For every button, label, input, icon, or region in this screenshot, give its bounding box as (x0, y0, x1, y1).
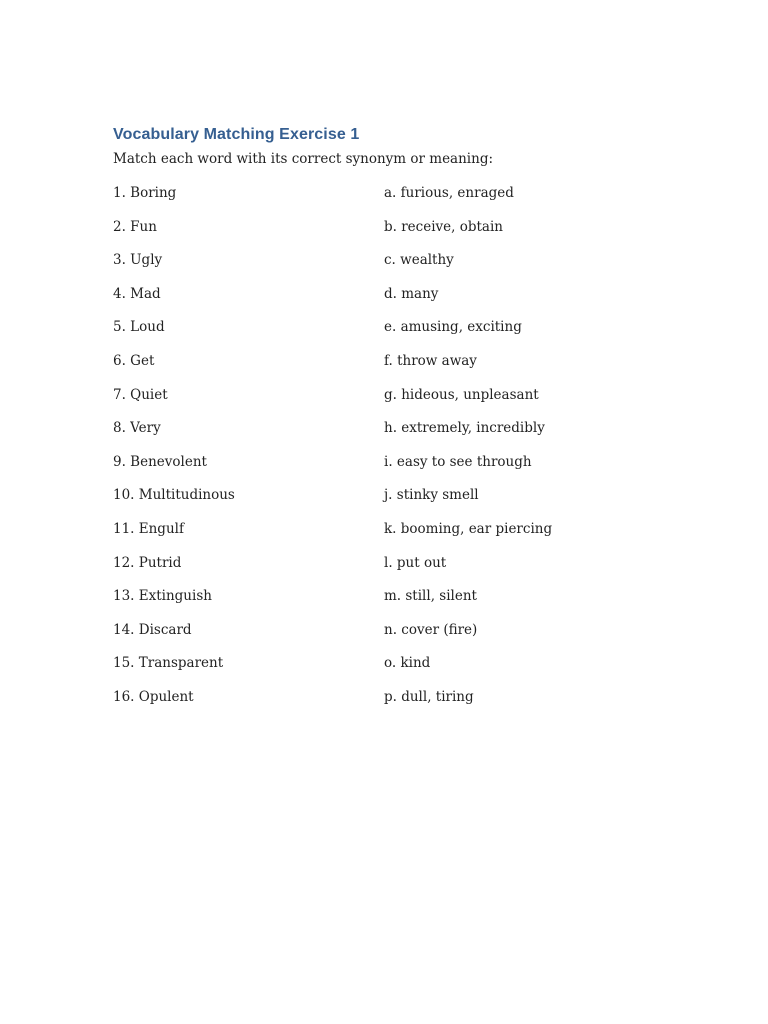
word-item: 12. Putrid (113, 554, 182, 571)
word-item: 9. Benevolent (113, 453, 207, 470)
word-item: 5. Loud (113, 319, 165, 336)
matching-row (113, 687, 673, 721)
meaning-item: o. kind (384, 655, 431, 672)
meaning-item: d. many (384, 285, 439, 302)
matching-row (113, 553, 673, 587)
instructions-text: Match each word with its correct synonym or meaning: (113, 151, 494, 167)
meaning-item: n. cover (fire) (384, 621, 478, 638)
word-item: 3. Ugly (113, 252, 163, 269)
matching-row (113, 351, 673, 385)
meaning-item: k. booming, ear piercing (384, 520, 553, 537)
matching-row (113, 418, 673, 452)
meaning-item: p. dull, tiring (384, 688, 474, 705)
meaning-item: i. easy to see through (384, 453, 532, 470)
word-item: 11. Engulf (113, 520, 184, 537)
word-item: 10. Multitudinous (113, 487, 235, 504)
meaning-item: m. still, silent (384, 588, 477, 605)
matching-row (113, 586, 673, 620)
word-item: 14. Discard (113, 621, 192, 638)
matching-row (113, 653, 673, 687)
meaning-item: b. receive, obtain (384, 218, 503, 235)
matching-row (113, 620, 673, 654)
word-item: 13. Extinguish (113, 588, 212, 605)
meaning-item: a. furious, enraged (384, 185, 514, 201)
word-item: 4. Mad (113, 285, 161, 302)
word-item: 7. Quiet (113, 386, 168, 403)
meaning-item: h. extremely, incredibly (384, 420, 545, 437)
matching-row (113, 284, 673, 318)
meaning-item: j. stinky smell (384, 487, 479, 504)
matching-row (113, 317, 673, 351)
word-item: 16. Opulent (113, 688, 194, 705)
matching-row (113, 485, 673, 519)
matching-row (113, 250, 673, 284)
meaning-item: g. hideous, unpleasant (384, 386, 539, 403)
meaning-item: f. throw away (384, 352, 477, 369)
matching-row (113, 183, 673, 217)
word-item: 15. Transparent (113, 655, 224, 672)
word-item: 6. Get (113, 352, 155, 369)
matching-row (113, 452, 673, 486)
word-item: 1. Boring (113, 185, 177, 201)
document-page (113, 124, 673, 721)
meaning-item: l. put out (384, 554, 447, 571)
matching-row (113, 385, 673, 419)
word-item: 2. Fun (113, 218, 157, 235)
matching-row (113, 519, 673, 553)
meaning-item: e. amusing, exciting (384, 319, 522, 336)
word-item: 8. Very (113, 420, 161, 437)
matching-row (113, 217, 673, 251)
meaning-item: c. wealthy (384, 252, 454, 269)
matching-list (113, 183, 673, 721)
document-title: Vocabulary Matching Exercise 1 (113, 126, 360, 143)
